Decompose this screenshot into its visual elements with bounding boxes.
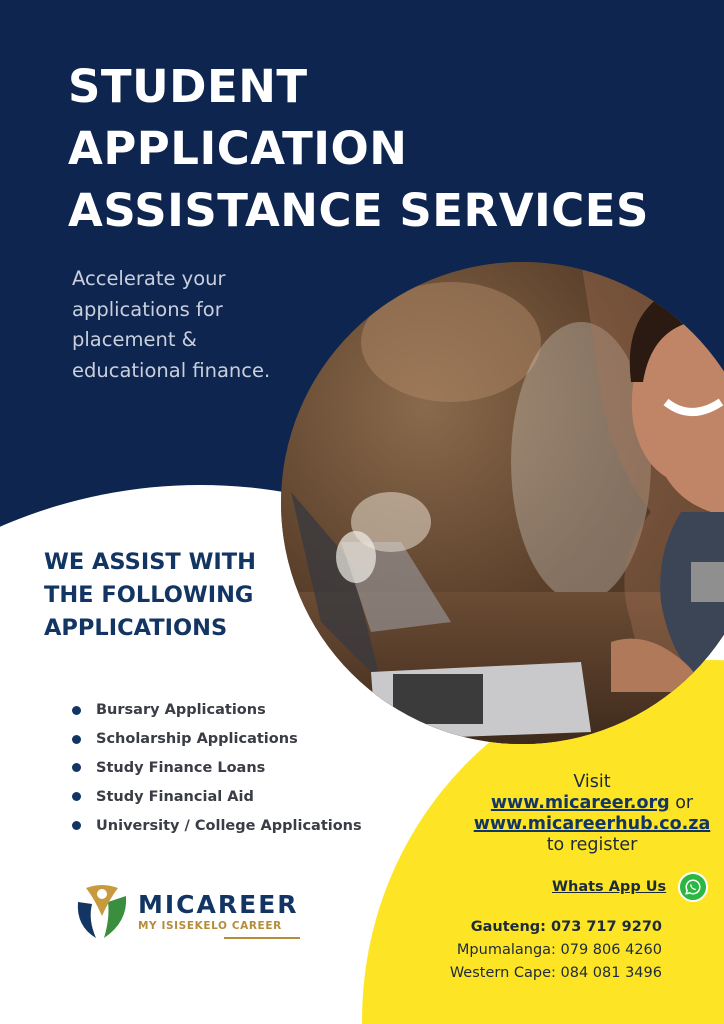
bullet-icon bbox=[72, 706, 81, 715]
service-label: Bursary Applications bbox=[96, 702, 266, 719]
bullet-icon bbox=[72, 821, 81, 830]
subtitle-line: placement & bbox=[72, 328, 197, 351]
assist-line: THE FOLLOWING bbox=[44, 582, 254, 608]
bullet-icon bbox=[72, 763, 81, 772]
whatsapp-glyph bbox=[684, 878, 702, 896]
list-item bbox=[72, 696, 362, 725]
whatsapp-label[interactable]: Whats App Us bbox=[552, 879, 667, 895]
title-line: ASSISTANCE SERVICES bbox=[68, 184, 649, 237]
list-item bbox=[72, 725, 362, 754]
service-label: University / College Applications bbox=[96, 817, 362, 834]
title-line: STUDENT bbox=[68, 60, 308, 113]
list-item bbox=[72, 782, 362, 811]
service-label: Scholarship Applications bbox=[96, 731, 298, 748]
bullet-icon bbox=[72, 735, 81, 744]
micareerhub-link[interactable]: www.micareerhub.co.za bbox=[473, 814, 711, 834]
subtitle-line: Accelerate your bbox=[72, 267, 226, 290]
list-item bbox=[72, 811, 362, 840]
logo-tagline: MY ISISEKELO CAREER bbox=[138, 920, 282, 932]
poster-title bbox=[68, 56, 688, 242]
subtitle-line: applications for bbox=[72, 297, 223, 321]
visit-label: Visit bbox=[573, 772, 611, 792]
logo-name: MICAREER bbox=[138, 890, 299, 919]
phone-list bbox=[440, 916, 662, 985]
assist-heading bbox=[44, 546, 304, 645]
whatsapp-block[interactable] bbox=[552, 872, 708, 902]
bullet-icon bbox=[72, 792, 81, 801]
visit-block bbox=[470, 772, 714, 856]
assist-line: WE ASSIST WITH bbox=[44, 549, 256, 575]
micareer-logo bbox=[74, 880, 314, 944]
visit-suffix: to register bbox=[546, 835, 638, 855]
list-item bbox=[72, 754, 362, 783]
assist-line: APPLICATIONS bbox=[44, 615, 228, 641]
micareer-org-link[interactable]: www.micareer.org bbox=[490, 793, 670, 813]
whatsapp-icon[interactable] bbox=[678, 872, 708, 902]
phone-mpumalanga: Mpumalanga: 079 806 4260 bbox=[456, 942, 662, 958]
phone-western-cape: Western Cape: 084 081 3496 bbox=[449, 965, 662, 981]
visit-or: or bbox=[675, 793, 694, 813]
poster-subtitle bbox=[72, 264, 312, 386]
phone-gauteng: Gauteng: 073 717 9270 bbox=[470, 919, 662, 935]
logo-underline bbox=[224, 937, 300, 939]
micareer-logo-icon bbox=[74, 882, 130, 940]
service-label: Study Finance Loans bbox=[96, 759, 266, 776]
subtitle-line: educational finance. bbox=[72, 358, 271, 382]
services-list bbox=[72, 696, 362, 840]
service-label: Study Financial Aid bbox=[96, 788, 254, 805]
title-line: APPLICATION bbox=[68, 122, 408, 175]
